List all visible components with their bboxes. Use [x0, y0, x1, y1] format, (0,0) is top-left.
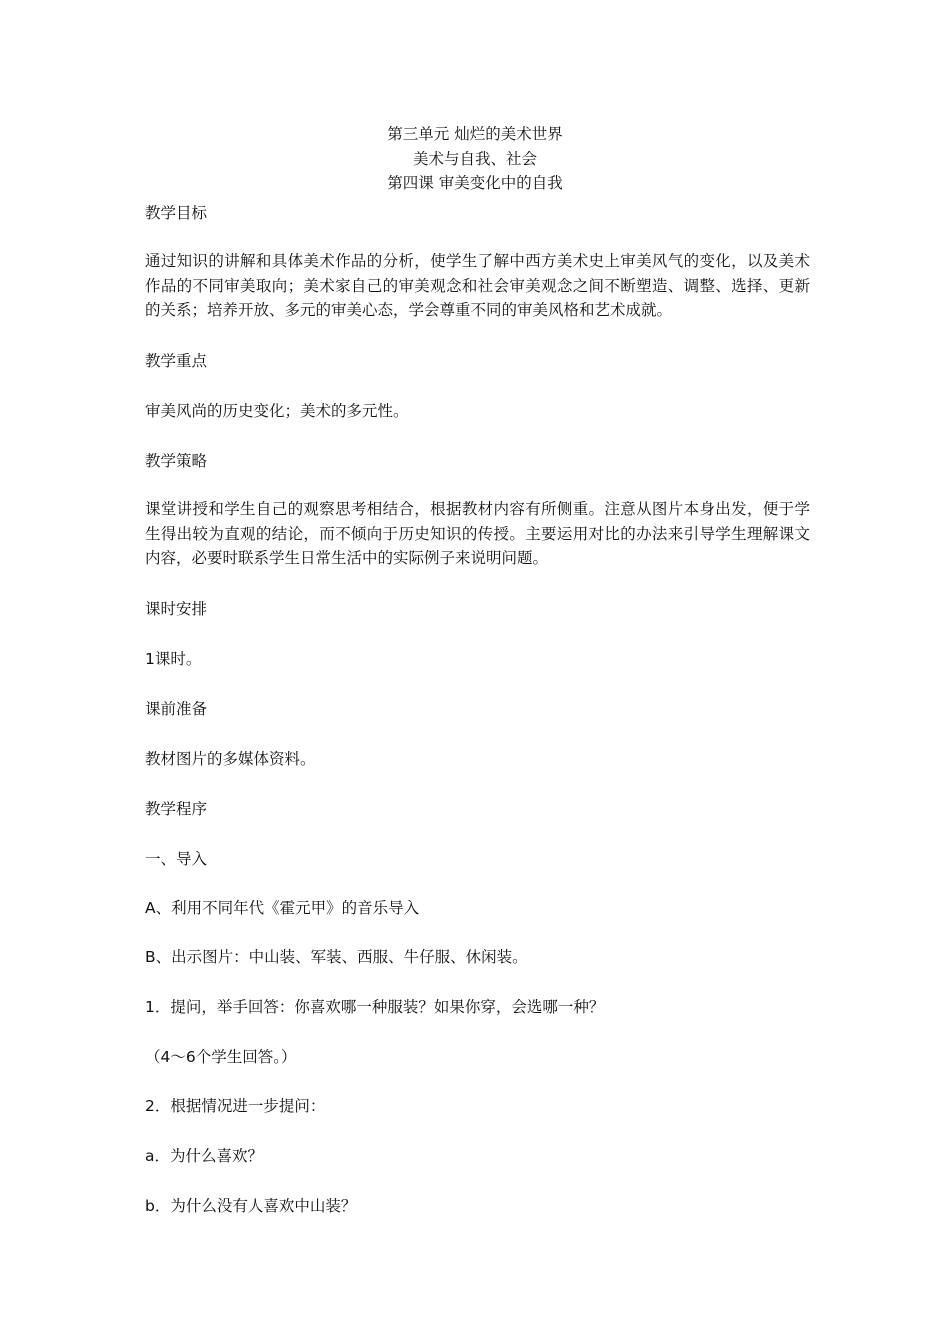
- procedure-item: 2．根据情况进一步提问：: [145, 1097, 326, 1115]
- focus-heading: 教学重点: [145, 352, 208, 370]
- objectives-paragraph: 通过知识的讲解和具体美术作品的分析，使学生了解中西方美术史上审美风气的变化，以及美术作品的不同审美取向；美术家自己的审美观念和社会审美观念之间不断塑造、调整、选择、更新的关系；培养开放、多元的审美心态，学会尊重不同的审美风格和艺术成就。: [145, 252, 810, 319]
- section-title: 美术与自我、社会: [412, 149, 537, 168]
- procedure-item: 1．提问，举手回答：你喜欢哪一种服装？如果你穿，会选哪一种？: [145, 998, 605, 1016]
- prep-paragraph: 教材图片的多媒体资料。: [145, 750, 316, 768]
- schedule-heading: 课时安排: [145, 600, 208, 618]
- title-block: [0, 122, 950, 196]
- procedure-item: B、出示图片：中山装、军装、西服、牛仔服、休闲装。: [145, 948, 528, 966]
- procedure-item: 一、导入: [145, 850, 208, 868]
- prep-heading: 课前准备: [145, 700, 208, 718]
- unit-title: 第三单元 灿烂的美术世界: [387, 125, 563, 143]
- strategy-paragraph: 课堂讲授和学生自己的观察思考相结合，根据教材内容有所侧重。注意从图片本身出发，便于学生得出较为直观的结论，而不倾向于历史知识的传授。主要运用对比的办法来引导学生理解课文内容，必要时联系学生日常生活中的实际例子来说明问题。: [145, 500, 810, 567]
- focus-paragraph: 审美风尚的历史变化；美术的多元性。: [145, 402, 409, 420]
- procedure-heading: 教学程序: [145, 800, 208, 818]
- procedure-item: a．为什么喜欢？: [145, 1147, 263, 1165]
- objectives-heading: 教学目标: [145, 204, 208, 222]
- procedure-item: b．为什么没有人喜欢中山装？: [145, 1197, 357, 1215]
- procedure-item: A、利用不同年代《霍元甲》的音乐导入: [145, 899, 420, 917]
- schedule-paragraph: 1课时。: [145, 650, 202, 668]
- lesson-title: 第四课 审美变化中的自我: [387, 174, 563, 192]
- procedure-item: （4～6个学生回答。）: [145, 1048, 297, 1066]
- strategy-heading: 教学策略: [145, 452, 208, 470]
